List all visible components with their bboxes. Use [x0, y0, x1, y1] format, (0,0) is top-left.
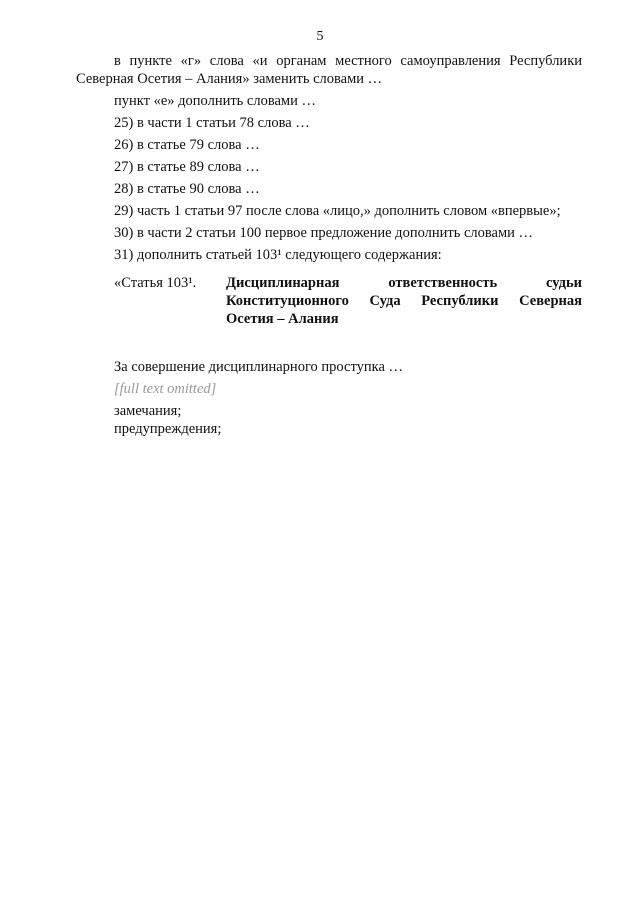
paragraph: в пункте «г» слова «и органам местного самоуправления Республики Северная Осетия – Алания» заменить словами …: [76, 53, 582, 87]
list-item: предупреждения;: [114, 421, 222, 437]
list-item: замечания;: [114, 403, 182, 419]
paragraph: 26) в статье 79 слова …: [114, 137, 260, 153]
elided-note: [full text omitted]: [114, 381, 217, 397]
paragraph: 30) в части 2 статьи 100 первое предложение дополнить словами …: [114, 225, 534, 241]
article-intro: За совершение дисциплинарного проступка …: [114, 359, 404, 375]
page-number: 5: [316, 29, 324, 44]
paragraph: пункт «е» дополнить словами …: [114, 93, 316, 109]
article-title: Дисциплинарная ответственность судьи Конституционного Суда Республики Северная Осетия – Алания: [226, 275, 582, 327]
paragraph: 29) часть 1 статьи 97 после слова «лицо,» дополнить словом «впервые»;: [114, 203, 561, 219]
document-body: [76, 52, 582, 438]
paragraph: 28) в статье 90 слова …: [114, 181, 260, 197]
article-heading: [76, 274, 582, 328]
article-label: «Статья 103¹.: [114, 275, 197, 291]
paragraph: 27) в статье 89 слова …: [114, 159, 260, 175]
paragraph: 25) в части 1 статьи 78 слова …: [114, 115, 310, 131]
paragraph: 31) дополнить статьей 103¹ следующего содержания:: [114, 247, 442, 263]
